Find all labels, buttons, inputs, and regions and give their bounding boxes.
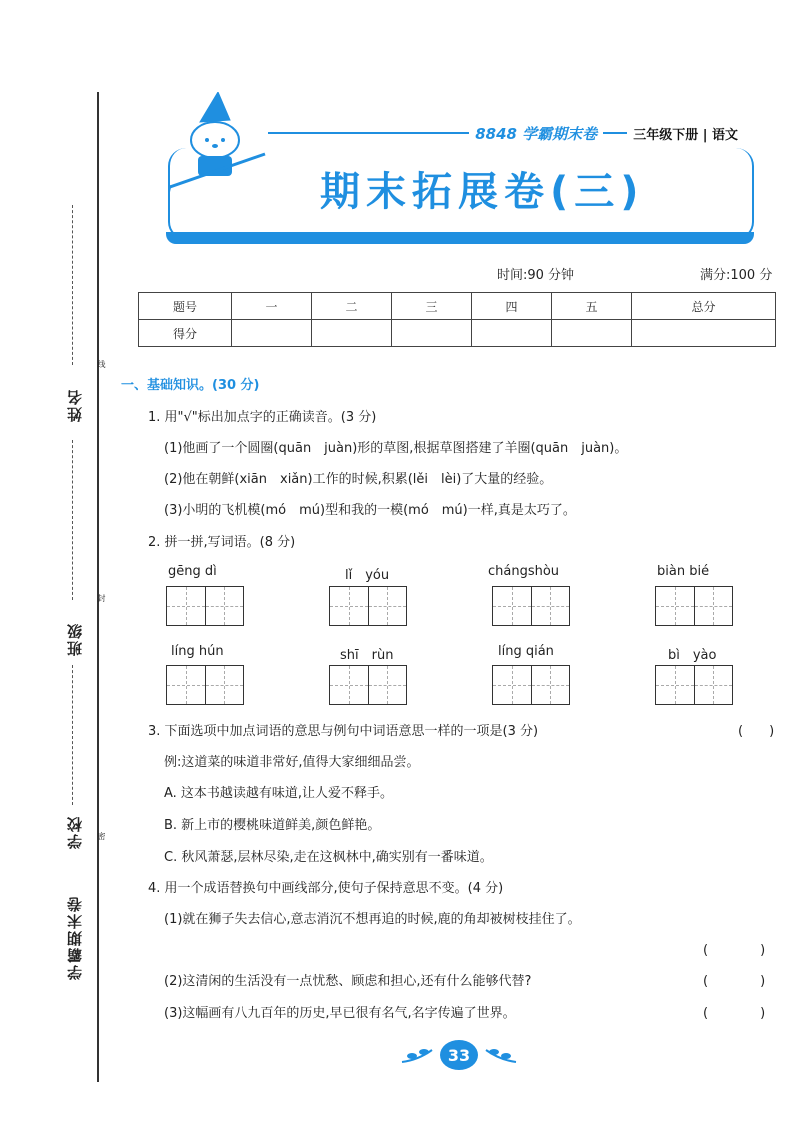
writing-grid[interactable] xyxy=(166,586,244,626)
pinyin-label: lǐ yóu xyxy=(345,568,390,583)
pinyin-label: bì yào xyxy=(668,648,717,663)
writing-grid[interactable] xyxy=(655,586,733,626)
full-score-label: 满分:100 分 xyxy=(700,268,773,283)
cut-mi-mark: 密 xyxy=(97,832,106,840)
score-input-cell[interactable] xyxy=(232,320,312,347)
q2-prompt: 2. 拼一拼,写词语。(8 分) xyxy=(148,535,296,550)
name-blank xyxy=(72,205,73,365)
series-dash-mid xyxy=(603,132,627,134)
writing-grid[interactable] xyxy=(492,586,570,626)
title-frame-bar xyxy=(166,232,754,244)
class-label: 班级 xyxy=(66,622,84,656)
binding-line xyxy=(97,92,99,1082)
q3-answer-paren[interactable]: ( ) xyxy=(738,724,775,739)
series-label: 学霸期末卷 xyxy=(66,895,84,980)
q3-option-a[interactable]: A. 这本书越读越有味道,让人爱不释手。 xyxy=(164,786,394,801)
score-input-cell[interactable] xyxy=(392,320,472,347)
score-header-cell: 四 xyxy=(472,293,552,320)
pinyin-label: líng qián xyxy=(498,644,554,659)
school-blank xyxy=(72,665,73,805)
score-header-cell: 五 xyxy=(552,293,632,320)
writing-grid[interactable] xyxy=(166,665,244,705)
score-header-cell: 总分 xyxy=(632,293,776,320)
q3-prompt: 3. 下面选项中加点词语的意思与例句中词语意思一样的一项是(3 分) xyxy=(148,724,539,739)
score-table xyxy=(138,292,776,347)
q4-answer-paren-3[interactable]: ( ) xyxy=(703,1006,766,1021)
score-input-cell[interactable] xyxy=(312,320,392,347)
series-dash-left xyxy=(268,132,469,134)
score-input-cell[interactable] xyxy=(472,320,552,347)
writing-grid[interactable] xyxy=(329,586,407,626)
score-header-cell: 一 xyxy=(232,293,312,320)
section-title: 一、基础知识。(30 分) xyxy=(121,378,260,393)
score-row-label: 得分 xyxy=(139,320,232,347)
grade-label: 三年级下册 | 语文 xyxy=(633,127,738,143)
q4-answer-paren-2[interactable]: ( ) xyxy=(703,974,766,989)
q1-item-1: (1)他画了一个圆圈(quān juàn)形的草图,根据草图搭建了羊圈(quān juàn)。 xyxy=(164,441,628,456)
score-header-cell: 二 xyxy=(312,293,392,320)
pinyin-label: biàn bié xyxy=(657,564,710,579)
q4-item-2: (2)这清闲的生活没有一点忧愁、顾虑和担心,还有什么能够代替? xyxy=(164,974,532,989)
school-label: 学校 xyxy=(66,815,84,849)
score-table-row xyxy=(139,320,776,347)
sprout-left-icon xyxy=(398,1042,438,1070)
cut-line-mark: 线 xyxy=(97,360,106,368)
score-input-cell[interactable] xyxy=(632,320,776,347)
q3-option-c[interactable]: C. 秋风萧瑟,层林尽染,走在这枫林中,确实别有一番味道。 xyxy=(164,850,493,865)
writing-grid[interactable] xyxy=(329,665,407,705)
pinyin-label: gēng dì xyxy=(168,564,217,579)
q4-answer-paren-1[interactable]: ( ) xyxy=(703,943,766,958)
score-input-cell[interactable] xyxy=(552,320,632,347)
class-blank xyxy=(72,440,73,600)
cut-seal-mark: 封 xyxy=(97,594,106,602)
pinyin-label: chángshòu xyxy=(488,564,560,579)
q1-item-2: (2)他在朝鲜(xiān xiǎn)工作的时候,积累(lěi lèi)了大量的经验。 xyxy=(164,472,553,487)
writing-grid[interactable] xyxy=(492,665,570,705)
page-number: 33 xyxy=(440,1040,478,1070)
writing-grid[interactable] xyxy=(655,665,733,705)
score-header-cell: 题号 xyxy=(139,293,232,320)
kitty-witch-icon xyxy=(170,92,270,202)
q3-option-b[interactable]: B. 新上市的樱桃味道鲜美,颜色鲜艳。 xyxy=(164,818,381,833)
pinyin-label: shī rùn xyxy=(340,648,394,663)
pinyin-label: líng hún xyxy=(171,644,224,659)
brand-label: 8848 学霸期末卷 xyxy=(475,124,598,143)
q3-example: 例:这道菜的味道非常好,值得大家细细品尝。 xyxy=(164,755,420,770)
q4-prompt: 4. 用一个成语替换句中画线部分,使句子保持意思不变。(4 分) xyxy=(148,881,504,896)
series-header xyxy=(268,122,738,144)
q4-item-3: (3)这幅画有八九百年的历史,早已很有名气,名字传遍了世界。 xyxy=(164,1006,516,1021)
sprout-right-icon xyxy=(480,1042,520,1070)
time-label: 时间:90 分钟 xyxy=(497,268,575,283)
score-header-cell: 三 xyxy=(392,293,472,320)
q1-prompt: 1. 用"√"标出加点字的正确读音。(3 分) xyxy=(148,410,377,425)
page-title: 期末拓展卷(三) xyxy=(320,169,645,215)
name-label: 姓名 xyxy=(66,388,84,422)
q1-item-3: (3)小明的飞机模(mó mú)型和我的一模(mó mú)一样,真是太巧了。 xyxy=(164,503,576,518)
q4-item-1: (1)就在狮子失去信心,意志消沉不想再追的时候,鹿的角却被树枝挂住了。 xyxy=(164,912,581,927)
score-table-row xyxy=(139,293,776,320)
